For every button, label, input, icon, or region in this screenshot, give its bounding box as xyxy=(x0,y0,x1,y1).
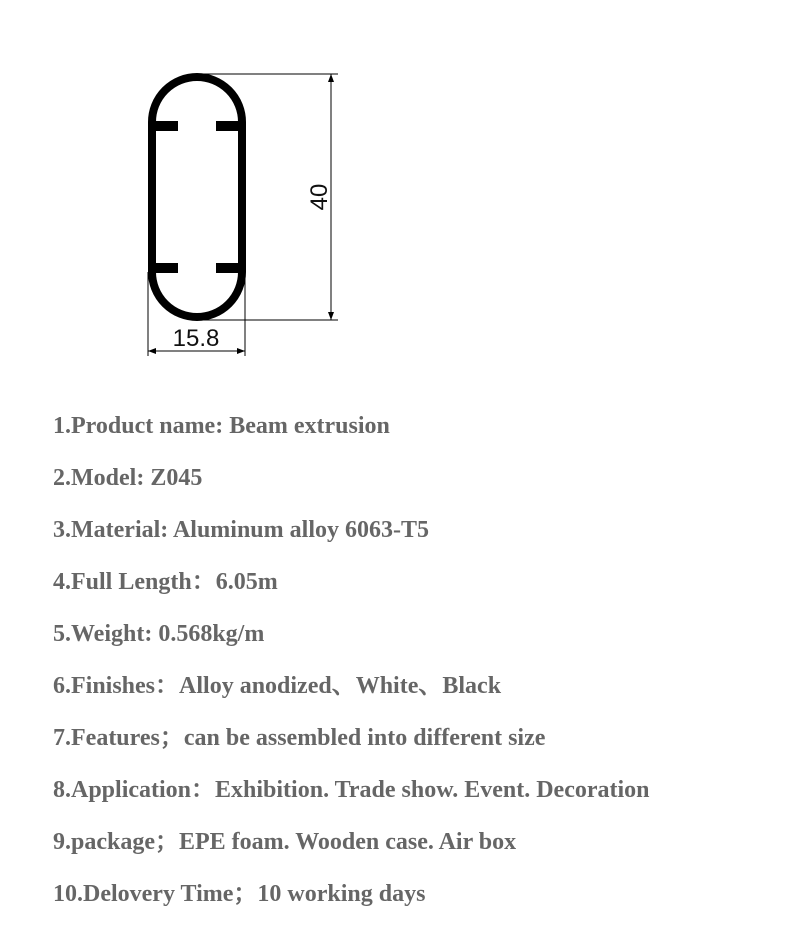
notch-bottom-left xyxy=(150,263,178,273)
spec-product-name: 1.Product name: Beam extrusion xyxy=(53,413,390,439)
height-arrow-top xyxy=(328,74,334,82)
width-arrow-left xyxy=(148,348,156,354)
spec-package: 9.package；EPE foam. Wooden case. Air box xyxy=(53,829,517,855)
spec-features: 7.Features；can be assembled into different size xyxy=(53,725,546,751)
spec-full-length: 4.Full Length：6.05m xyxy=(53,569,278,595)
spec-delivery-time: 10.Delovery Time；10 working days xyxy=(53,881,426,907)
profile-drawing xyxy=(0,0,790,380)
height-arrow-bottom xyxy=(328,312,334,320)
spec-material: 3.Material: Aluminum alloy 6063-T5 xyxy=(53,517,429,543)
notch-top-right xyxy=(216,121,244,131)
spec-model: 2.Model: Z045 xyxy=(53,465,203,491)
spec-application: 8.Application：Exhibition. Trade show. Event. Decoration xyxy=(53,777,650,803)
notch-top-left xyxy=(150,121,178,131)
width-label: 15.8 xyxy=(172,325,220,352)
width-arrow-right xyxy=(237,348,245,354)
height-label: 40 xyxy=(306,183,333,211)
notch-bottom-right xyxy=(216,263,244,273)
spec-list xyxy=(53,408,650,928)
spec-weight: 5.Weight: 0.568kg/m xyxy=(53,621,265,647)
spec-finishes: 6.Finishes：Alloy anodized、White、Black xyxy=(53,673,502,699)
profile-outer-outline xyxy=(152,77,242,317)
